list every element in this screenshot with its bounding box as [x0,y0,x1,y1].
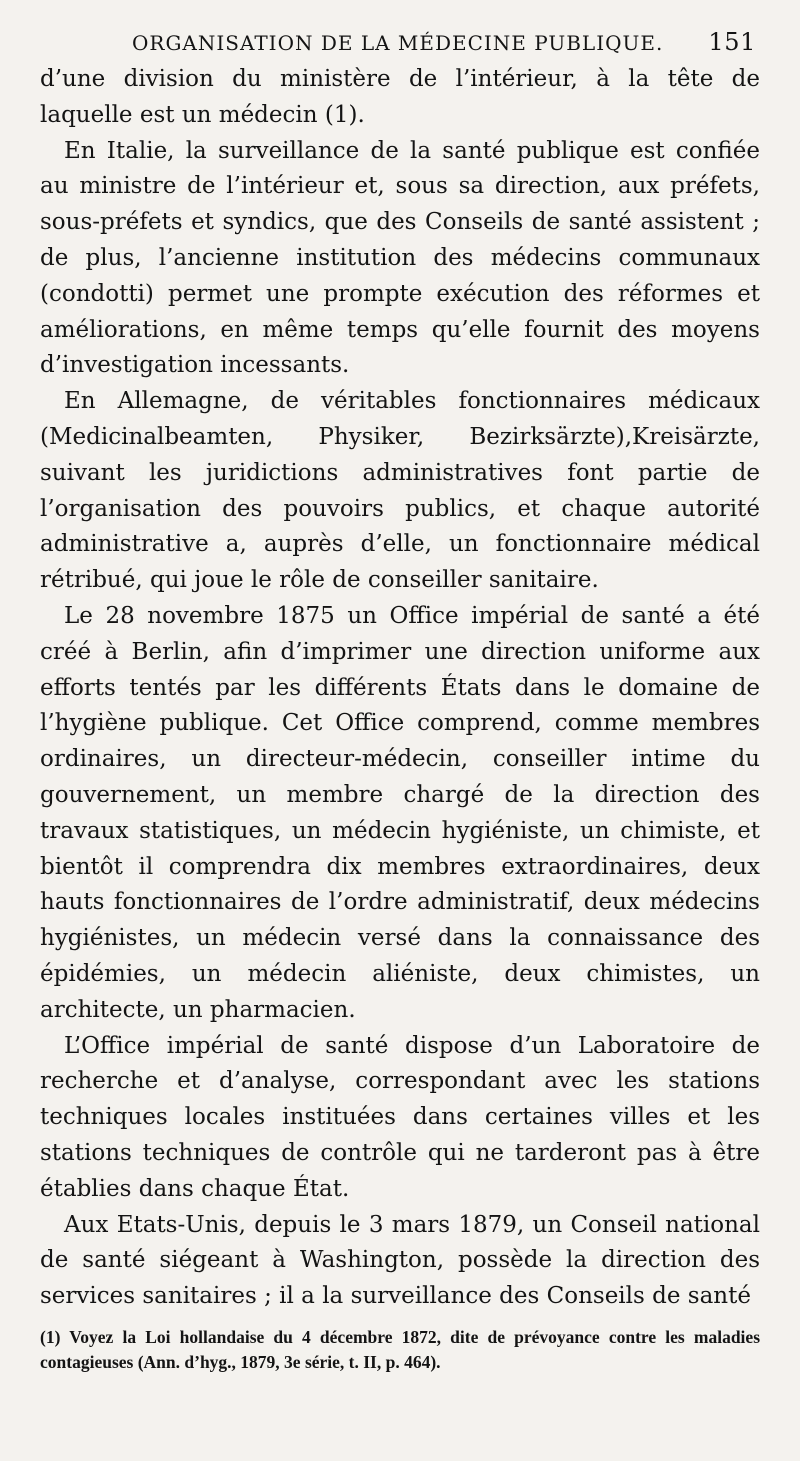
paragraph: d’une division du ministère de l’intérieur, à la tête de laquelle est un médecin (1). [40,66,760,128]
body-text [40,62,760,1315]
running-head [132,28,756,56]
paragraph: En Allemagne, de véritables fonctionnaires médicaux (Medicinalbeamten, Physiker, Bezirksärzte),Kreisärzte, suivant les juridictions administratives font partie de l’organisation des pouvoirs publics, et chaque autorité administrative a, auprès d’elle, un fonctionnaire médical rétribué, qui joue le rôle de conseiller sanitaire. [40,388,760,594]
paragraph: L’Office impérial de santé dispose d’un Laboratoire de recherche et d’analyse, correspondant avec les stations techniques locales instituées dans certaines villes et les stations techniques de contrôle qui ne tarderont pas à être établies dans chaque État. [40,1032,760,1202]
paragraph: Le 28 novembre 1875 un Office impérial de santé a été créé à Berlin, afin d’imprimer une direction uniforme aux efforts tentés par les différents États dans le domaine de l’hygiène publique. Cet Office comprend, comme membres ordinaires, un directeur-médecin, conseiller intime du gouvernement, un membre chargé de la direction des travaux statistiques, un médecin hygiéniste, un chimiste, et bientôt il comprendra dix membres extraordinaires, deux hauts fonctionnaires de l’ordre administratif, deux médecins hygiénistes, un médecin versé dans la connaissance des épidémies, un médecin aliéniste, deux chimistes, un architecte, un pharmacien. [40,602,760,1023]
book-page [40,28,760,1448]
footnotes [40,1325,760,1375]
footnote: (1) Voyez la Loi hollandaise du 4 décembre 1872, dite de prévoyance contre les maladies contagieuses (Ann. d’hyg., 1879, 3e série, t. II, p. 464). [40,1326,760,1372]
page-number: 151 [708,28,756,56]
paragraph: En Italie, la surveillance de la santé publique est confiée au ministre de l’intérieur et, sous sa direction, aux préfets, sous-préfets et syndics, que des Conseils de santé assistent ; de plus, l’ancienne institution des médecins communaux (condotti) permet une prompte exécution des réformes et améliorations, en même temps qu’elle fournit des moyens d’investigation incessants. [40,137,760,379]
running-title: ORGANISATION DE LA MÉDECINE PUBLIQUE. [132,31,664,55]
paragraph: Aux Etats-Unis, depuis le 3 mars 1879, un Conseil national de santé siégeant à Washington, possède la direction des services sanitaires ; il a la surveillance des Conseils de santé [40,1211,760,1310]
